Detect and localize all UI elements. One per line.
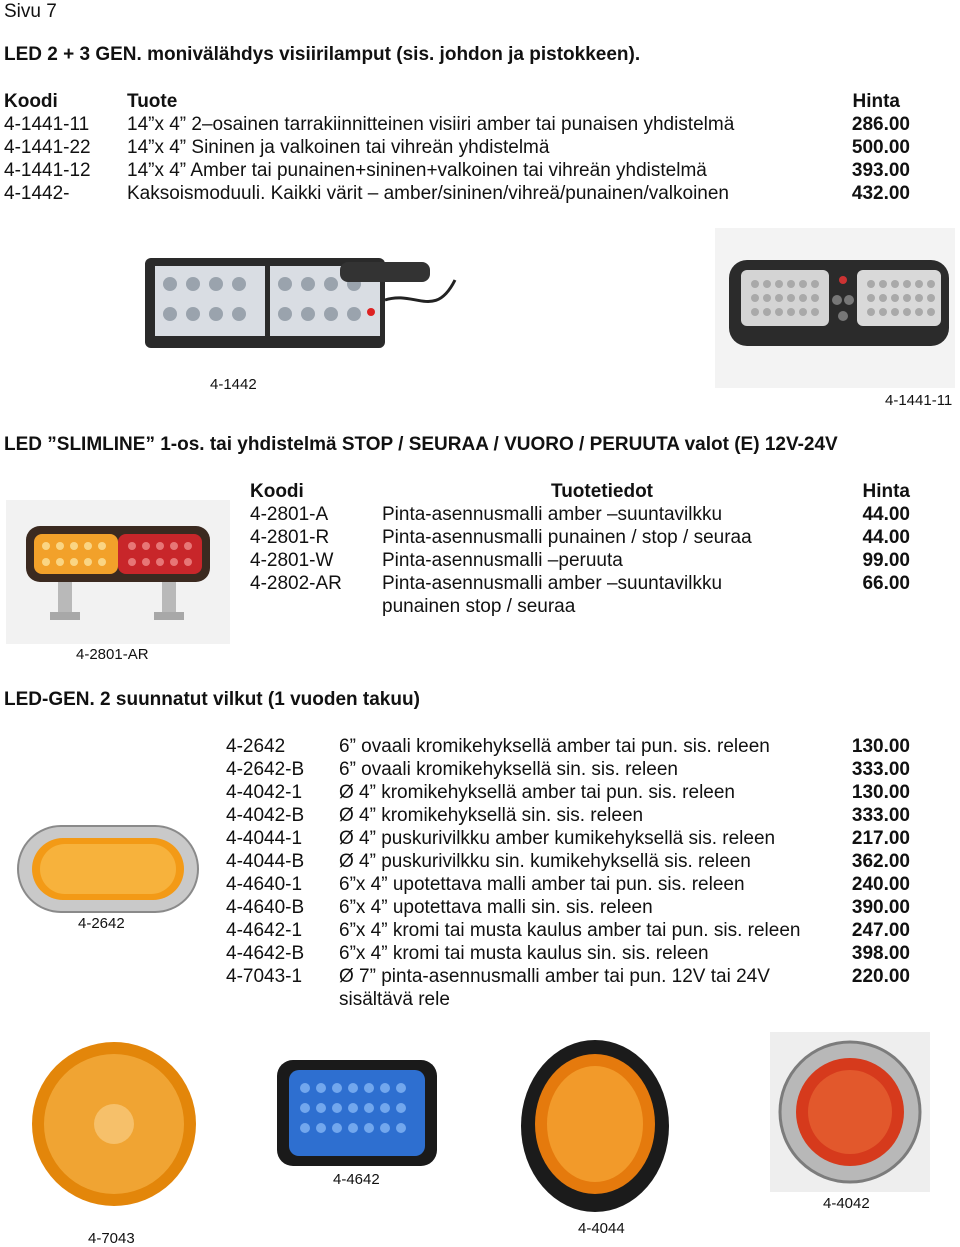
s3-row-code: 4-4042-B xyxy=(226,805,305,826)
s1-row-code: 4-1441-12 xyxy=(4,160,91,181)
s3-row-code: 4-2642 xyxy=(226,736,286,757)
s2-row-product: Pinta-asennusmalli –peruuta xyxy=(382,550,623,571)
s3-row-code: 4-4640-1 xyxy=(226,874,303,895)
s1-row-product: 14”x 4” Sininen ja valkoinen tai vihreän yhdistelmä xyxy=(127,137,550,158)
s2-row-product-line2: punainen stop / seuraa xyxy=(382,596,576,617)
s2-row-price: 44.00 xyxy=(862,527,910,548)
s3-row-price: 398.00 xyxy=(851,943,910,964)
s1-header-product: Tuote xyxy=(127,91,178,112)
s1-row-product: 14”x 4” 2–osainen tarrakiinnitteinen visiiri amber tai punaisen yhdistelmä xyxy=(127,114,735,135)
s2-header-product: Tuotetiedot xyxy=(551,481,654,502)
s3-row-code: 4-4642-B xyxy=(226,943,305,964)
s2-row-code: 4-2801-R xyxy=(250,527,330,548)
caption-4-4042: 4-4042 xyxy=(823,1195,870,1212)
caption-4-7043: 4-7043 xyxy=(88,1230,135,1247)
s3-row-price: 240.00 xyxy=(851,874,910,895)
s3-row-price: 247.00 xyxy=(851,920,910,941)
page-label: Sivu 7 xyxy=(4,1,57,22)
caption-4-4642: 4-4642 xyxy=(333,1171,380,1188)
product-image-4-2801-AR xyxy=(6,500,230,644)
s1-row-code: 4-1441-22 xyxy=(4,137,91,158)
s3-row-product: Ø 4” puskurivilkku amber kumikehyksellä sis. releen xyxy=(339,828,776,849)
product-image-4-7043 xyxy=(30,1036,200,1211)
caption-4-1442: 4-1442 xyxy=(210,376,257,393)
s3-row-product: 6”x 4” kromi tai musta kaulus amber tai pun. sis. releen xyxy=(339,920,801,941)
caption-4-1441-11: 4-1441-11 xyxy=(885,392,953,409)
s3-row-product: Ø 4” kromikehyksellä amber tai pun. sis. releen xyxy=(339,782,735,803)
s3-row-product: Ø 4” puskurivilkku sin. kumikehyksellä sis. releen xyxy=(339,851,751,872)
s1-header-price: Hinta xyxy=(852,91,900,112)
s1-row-code: 4-1442- xyxy=(4,183,70,204)
s2-row-code: 4-2801-W xyxy=(250,550,334,571)
s3-row-code: 4-4042-1 xyxy=(226,782,303,803)
s3-row-product: Ø 7” pinta-asennusmalli amber tai pun. 12V tai 24V xyxy=(339,966,770,987)
product-image-4-1442 xyxy=(135,250,465,360)
s3-row-price: 217.00 xyxy=(851,828,910,849)
s3-row-price: 130.00 xyxy=(851,736,910,757)
s2-row-code: 4-2802-AR xyxy=(250,573,342,594)
s3-row-price: 362.00 xyxy=(851,851,910,872)
caption-4-2801-AR: 4-2801-AR xyxy=(76,646,149,663)
caption-4-2642: 4-2642 xyxy=(78,915,125,932)
section3-title: LED-GEN. 2 suunnatut vilkut (1 vuoden takuu) xyxy=(4,689,420,710)
product-image-4-4044 xyxy=(515,1036,675,1216)
s3-row-code: 4-4642-1 xyxy=(226,920,303,941)
s3-row-product: 6”x 4” upotettava malli sin. sis. releen xyxy=(339,897,653,918)
s3-row-price: 333.00 xyxy=(851,759,910,780)
product-image-4-4642 xyxy=(275,1058,440,1168)
s2-row-product: Pinta-asennusmalli amber –suuntavilkku xyxy=(382,504,723,525)
section1-title: LED 2 + 3 GEN. monivälähdys visiirilamput (sis. johdon ja pistokkeen). xyxy=(4,44,641,65)
product-image-4-4042 xyxy=(770,1032,930,1192)
s1-row-price: 286.00 xyxy=(851,114,910,135)
s3-row-code: 4-4044-B xyxy=(226,851,305,872)
s3-row-price: 333.00 xyxy=(851,805,910,826)
s3-row-code: 4-2642-B xyxy=(226,759,305,780)
s1-header-code: Koodi xyxy=(4,91,58,112)
product-image-4-1441-11 xyxy=(715,228,955,388)
s2-header-code: Koodi xyxy=(250,481,304,502)
s1-row-product: Kaksoismoduuli. Kaikki värit – amber/sininen/vihreä/punainen/valkoinen xyxy=(127,183,729,204)
caption-4-4044: 4-4044 xyxy=(578,1220,625,1237)
s3-row-product: 6” ovaali kromikehyksellä amber tai pun. sis. releen xyxy=(339,736,770,757)
s3-row-product-line2: sisältävä rele xyxy=(339,989,450,1010)
s2-row-product: Pinta-asennusmalli amber –suuntavilkku xyxy=(382,573,723,594)
s3-row-code: 4-7043-1 xyxy=(226,966,303,987)
s3-row-price: 220.00 xyxy=(851,966,910,987)
s3-row-code: 4-4640-B xyxy=(226,897,305,918)
s3-row-code: 4-4044-1 xyxy=(226,828,303,849)
s1-row-price: 393.00 xyxy=(851,160,910,181)
section2-title: LED ”SLIMLINE” 1-os. tai yhdistelmä STOP / SEURAA / VUORO / PERUUTA valot (E) 12V-24V xyxy=(4,434,838,455)
s2-row-price: 44.00 xyxy=(862,504,910,525)
s1-row-product: 14”x 4” Amber tai punainen+sininen+valkoinen tai vihreän yhdistelmä xyxy=(127,160,707,181)
product-image-4-2642 xyxy=(10,818,205,918)
s3-row-product: Ø 4” kromikehyksellä sin. sis. releen xyxy=(339,805,644,826)
s3-row-product: 6”x 4” kromi tai musta kaulus sin. sis. releen xyxy=(339,943,709,964)
s2-header-price: Hinta xyxy=(862,481,910,502)
s3-row-price: 390.00 xyxy=(851,897,910,918)
s3-row-product: 6”x 4” upotettava malli amber tai pun. sis. releen xyxy=(339,874,745,895)
s2-row-price: 66.00 xyxy=(862,573,910,594)
s2-row-price: 99.00 xyxy=(862,550,910,571)
s1-row-price: 432.00 xyxy=(851,183,910,204)
s3-row-product: 6” ovaali kromikehyksellä sin. sis. releen xyxy=(339,759,678,780)
s3-row-price: 130.00 xyxy=(851,782,910,803)
s1-row-price: 500.00 xyxy=(851,137,910,158)
s1-row-code: 4-1441-11 xyxy=(4,114,90,135)
s2-row-code: 4-2801-A xyxy=(250,504,329,525)
s2-row-product: Pinta-asennusmalli punainen / stop / seuraa xyxy=(382,527,752,548)
